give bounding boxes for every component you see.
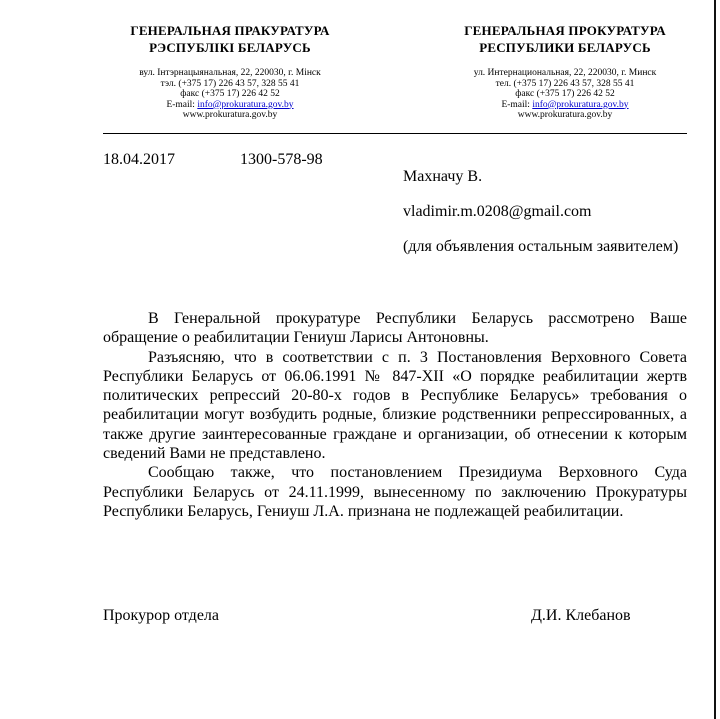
body-paragraph-3: Сообщаю также, что постановлением Президиума Верховного Суда Республики Беларусь от 24.11.1999, вынесенному по заключению Прокуратуры Республики Беларусь, Гениуш Л.А. признана не подлежащей реабилитации. [103,464,687,520]
email-row-by [90,100,370,111]
website-ru: www.prokuratura.gov.by [517,110,613,120]
contacts-ru [425,68,705,121]
addressee-email: vladimir.m.0208@gmail.com [403,203,592,220]
signatory-name: Д.И. Клебанов [531,607,631,624]
fax-ru: факс (+375 17) 226 42 52 [515,89,615,99]
email-label-by: E-mail: [166,99,198,110]
phone-by: тэл. (+375 17) 226 43 57, 328 55 41 [160,78,300,89]
addressee-name: Махначу В. [403,168,483,185]
email-link-ru[interactable]: info@prokuratura.gov.by [532,99,629,110]
org-name-by-line2: РЭСПУБЛІКІ БЕЛАРУСЬ [149,40,311,55]
org-name-by [90,22,370,56]
phone-ru: тел. (+375 17) 226 43 57, 328 55 41 [495,78,635,89]
letterhead-divider [103,133,687,134]
org-name-by-line1: ГЕНЕРАЛЬНАЯ ПРАКУРАТУРА [130,23,330,38]
letter-number: 1300-578-98 [240,151,323,168]
addressee-block [403,168,683,273]
org-name-ru [425,22,705,56]
letterhead-belarusian [90,22,370,121]
body-paragraph-2: Разъясняю, что в соответствии с п. 3 Постановления Верховного Совета Республики Беларусь от 06.06.1991 № 847-XII «О порядке реабилитации жертв политических репрессий 20-80-х годов в Республике Беларусь» требования о реабилитации могут возбудить родные, близкие родственники репрессированных, а также другие заинтересованные граждане и организации, об отнесении к которым сведений Вами не представлено. [103,348,687,463]
address-ru: ул. Интернациональная, 22, 220030, г. Минск [473,68,657,78]
letterhead-russian [425,22,705,121]
email-label-ru: E-mail: [501,99,533,110]
letter-date: 18.04.2017 [103,151,175,168]
body-paragraph-1: В Генеральной прокуратуре Республики Беларусь рассмотрено Ваше обращение о реабилитации Гениуш Ларисы Антоновны. [103,310,687,347]
address-by: вул. Інтэрнацыянальная, 22, 220030, г. Мінск [139,68,321,78]
email-link-by[interactable]: info@prokuratura.gov.by [197,99,294,110]
addressee-note: (для объявления остальным заявителем) [403,238,679,255]
fax-by: факс (+375 17) 226 42 52 [180,89,280,99]
letter-body [103,309,687,521]
signatory-role: Прокурор отдела [103,607,219,624]
website-by: www.prokuratura.gov.by [182,110,278,120]
org-name-ru-line1: ГЕНЕРАЛЬНАЯ ПРОКУРАТУРА [464,23,666,38]
email-row-ru [425,100,705,111]
contacts-by [90,68,370,121]
page-edge-border [714,0,716,719]
org-name-ru-line2: РЕСПУБЛИКИ БЕЛАРУСЬ [479,40,651,55]
